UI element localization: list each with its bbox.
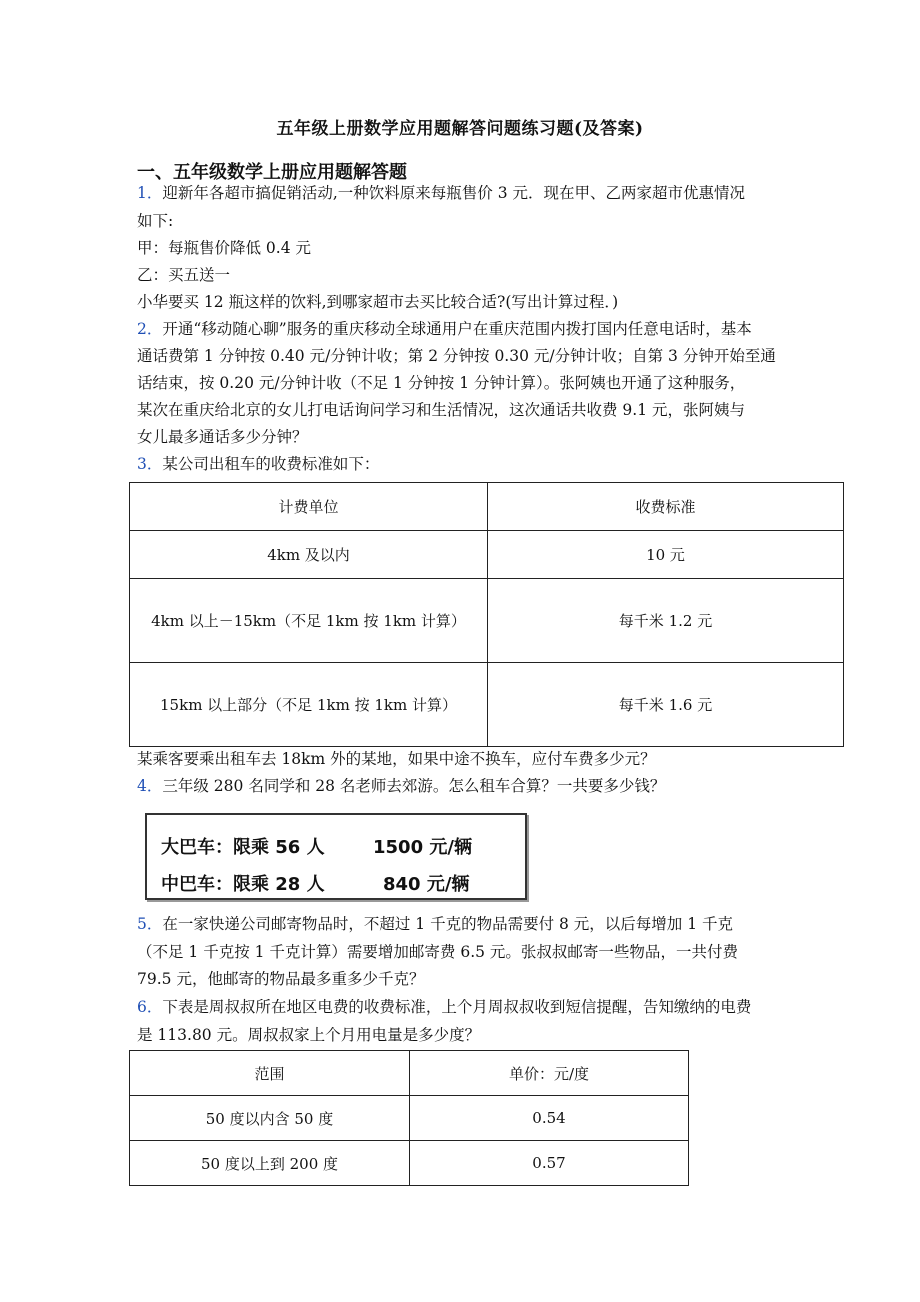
big-bus-row [161,833,472,859]
q2-line-2: 通话费第 1 分钟按 0.40 元/分钟计收；第 2 分钟按 0.30 元/分钟计收；自第 3 分钟开始至通 [137,347,776,365]
section-heading: 一、五年级数学上册应用题解答题 [137,162,407,183]
taxi-table-cell: 10 元 [488,531,844,579]
q1-line-4: 乙：买五送一 [137,266,231,284]
q1-number: 1． [137,184,163,202]
taxi-table-cell: 4km 及以内 [130,531,488,579]
taxi-table-cell: 每千米 1.2 元 [488,579,844,663]
q5-line-1: 5．在一家快递公司邮寄物品时，不超过 1 千克的物品需要付 8 元，以后每增加 1 千克 [137,915,734,933]
q1-line-2: 如下: [137,212,174,230]
q6-number: 6． [137,998,163,1016]
q6-line-1: 6．下表是周叔叔所在地区电费的收费标准，上个月周叔叔收到短信提醒，告知缴纳的电费 [137,998,752,1016]
rate-table-header-range: 范围 [130,1051,410,1096]
rate-table-cell: 50 度以内含 50 度 [130,1096,410,1141]
q2-line-3: 话结束，按 0.20 元/分钟计收（不足 1 分钟按 1 分钟计算）。张阿姨也开通了这种服务， [137,374,746,392]
q2-number: 2． [137,320,163,338]
q4-line-1: 4．三年级 280 名同学和 28 名老师去郊游。怎么租车合算？一共要多少钱？ [137,777,666,795]
taxi-table-cell: 15km 以上部分（不足 1km 按 1km 计算） [130,663,488,747]
small-bus-price: 840 元/辆 [383,874,470,895]
rate-table-cell: 50 度以上到 200 度 [130,1141,410,1186]
q3-after-table: 某乘客要乘出租车去 18km 外的某地，如果中途不换车，应付车费多少元？ [137,750,656,768]
document-title: 五年级上册数学应用题解答问题练习题(及答案) [276,119,644,139]
small-bus-row [161,870,469,896]
taxi-table-cell: 每千米 1.6 元 [488,663,844,747]
q5-number: 5． [137,915,163,933]
rate-table-cell: 0.54 [410,1096,689,1141]
q5-line-2: （不足 1 千克按 1 千克计算）需要增加邮寄费 6.5 元。张叔叔邮寄一些物品，一共付费 [137,943,738,961]
small-bus-name: 中巴车：限乘 28 人 [161,874,325,895]
bus-rental-box [145,813,527,900]
q6-line-2: 是 113.80 元。周叔叔家上个月用电量是多少度？ [137,1026,481,1044]
q1-line-5: 小华要买 12 瓶这样的饮料,到哪家超市去买比较合适?(写出计算过程．) [137,293,619,311]
rate-table-header-price: 单价：元/度 [410,1051,689,1096]
big-bus-name: 大巴车：限乘 56 人 [161,837,325,858]
electricity-rate-table [129,1050,689,1186]
q3-line-1: 3．某公司出租车的收费标准如下： [137,455,380,473]
q2-line-1: 2．开通“移动随心聊”服务的重庆移动全球通用户在重庆范围内拨打国内任意电话时，基本 [137,320,752,338]
taxi-table-header-standard: 收费标准 [488,483,844,531]
q2-line-4: 某次在重庆给北京的女儿打电话询问学习和生活情况，这次通话共收费 9.1 元，张阿姨与 [137,401,746,419]
q4-number: 4． [137,777,163,795]
big-bus-price: 1500 元/辆 [373,837,472,858]
q2-line-5: 女儿最多通话多少分钟？ [137,428,308,446]
q5-line-3: 79.5 元，他邮寄的物品最多重多少千克？ [137,970,425,988]
q3-number: 3． [137,455,163,473]
taxi-table-header-unit: 计费单位 [130,483,488,531]
taxi-table-cell: 4km 以上－15km（不足 1km 按 1km 计算） [130,579,488,663]
rate-table-cell: 0.57 [410,1141,689,1186]
q1-line-1: 1．迎新年各超市搞促销活动,一种饮料原来每瓶售价 3 元．现在甲、乙两家超市优惠情况 [137,184,746,202]
q1-line-3: 甲：每瓶售价降低 0.4 元 [137,239,312,257]
taxi-fare-table [129,482,844,747]
